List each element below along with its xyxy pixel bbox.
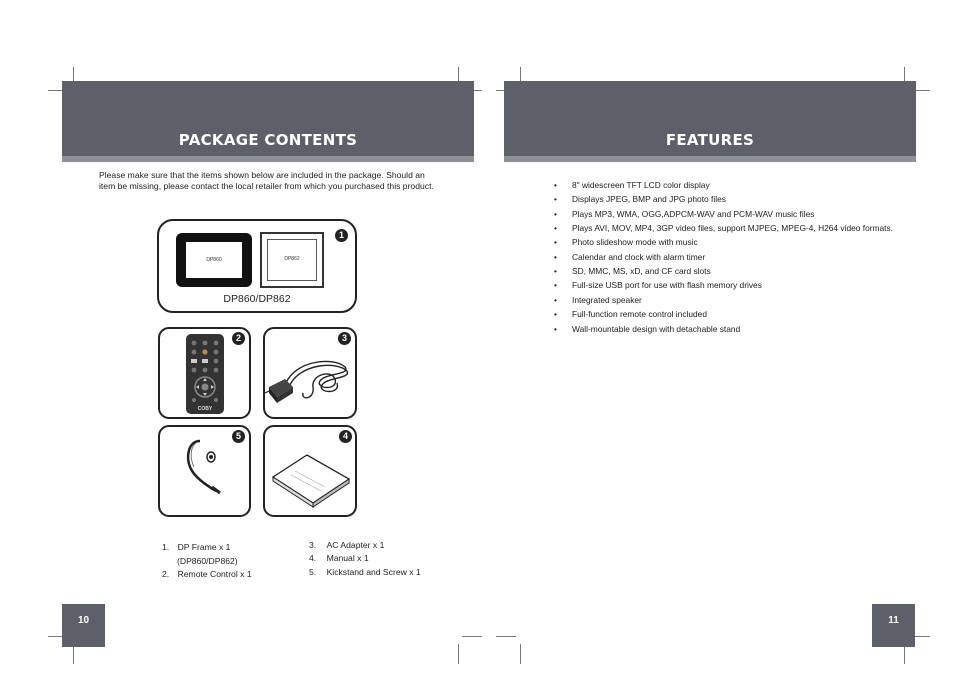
bullet-icon: • <box>554 309 557 319</box>
item-number: 3. <box>309 540 317 550</box>
item-box-kickstand <box>158 425 251 517</box>
page-title: FEATURES <box>665 131 755 149</box>
bullet-icon: • <box>554 252 557 262</box>
feature-text: Calendar and clock with alarm timer <box>572 252 706 262</box>
item-list-5 <box>309 567 421 577</box>
item-text: Remote Control x 1 <box>177 569 252 579</box>
feature-text: Wall-mountable design with detachable stand <box>572 324 741 334</box>
bullet-icon: • <box>554 237 557 247</box>
item-text: AC Adapter x 1 <box>326 540 385 550</box>
item-box-remote <box>158 327 251 419</box>
feature-text: 8" widescreen TFT LCD color display <box>572 180 710 190</box>
package-contents-banner <box>62 81 474 162</box>
item-number: 4. <box>309 553 317 563</box>
page-title: PACKAGE CONTENTS <box>178 131 358 149</box>
item-list-3 <box>309 540 384 550</box>
item-list-1 <box>162 542 230 552</box>
bullet-icon: • <box>554 324 557 334</box>
item-list-2 <box>162 569 252 579</box>
item-box-manual <box>263 425 357 517</box>
bullet-icon: • <box>554 194 557 204</box>
item-box-frames <box>157 219 357 313</box>
item-number: 2. <box>162 569 170 579</box>
feature-text: SD, MMC, MS, xD, and CF card slots <box>572 266 711 276</box>
banner-stripe <box>62 156 474 162</box>
page-number-left: 10 <box>62 604 105 647</box>
frame-dp860-label: DP860 <box>186 242 242 278</box>
features-banner <box>504 81 916 162</box>
badge-2: 2 <box>232 332 245 345</box>
feature-text: Displays JPEG, BMP and JPG photo files <box>572 194 726 204</box>
feature-text: Full-size USB port for use with flash memory drives <box>572 280 762 290</box>
feature-text: Plays MP3, WMA, OGG,ADPCM-WAV and PCM-WAV music files <box>572 209 815 219</box>
remote-brand: COBY <box>197 406 213 412</box>
item-list-4 <box>309 553 369 563</box>
page-number-right: 11 <box>872 604 915 647</box>
badge-1: 1 <box>335 229 348 242</box>
frame-dp862-label: DP862 <box>267 239 317 281</box>
item-text: Manual x 1 <box>326 553 369 563</box>
bullet-icon: • <box>554 209 557 219</box>
frame-dp862-image <box>260 232 324 288</box>
feature-text: Photo slideshow mode with music <box>572 237 698 247</box>
item-box-adapter <box>263 327 357 419</box>
model-caption: DP860/DP862 <box>223 293 291 305</box>
remote-control-image <box>186 334 224 414</box>
badge-3: 3 <box>338 332 351 345</box>
bullet-icon: • <box>554 180 557 190</box>
bullet-icon: • <box>554 223 557 233</box>
feature-text: Full-function remote control included <box>572 309 707 319</box>
item-number: 1. <box>162 542 170 552</box>
badge-4: 4 <box>339 430 352 443</box>
bullet-icon: • <box>554 266 557 276</box>
item-list-1-models: (DP860/DP862) <box>177 556 238 566</box>
bullet-icon: • <box>554 295 557 305</box>
item-text: Kickstand and Screw x 1 <box>326 567 421 577</box>
badge-5: 5 <box>232 430 245 443</box>
frame-dp860-image <box>176 233 252 287</box>
bullet-icon: • <box>554 280 557 290</box>
banner-stripe <box>504 156 916 162</box>
intro-paragraph: Please make sure that the items shown below are included in the package. Should an item be missing, please contact the local retailer from which you purchased this product. <box>99 170 434 191</box>
feature-text: Integrated speaker <box>572 295 642 305</box>
item-text: DP Frame x 1 <box>177 542 231 552</box>
feature-text: Plays AVI, MOV, MP4, 3GP video files, support MJPEG, MPEG-4, H264 video formats. <box>572 223 894 233</box>
item-number: 5. <box>309 567 317 577</box>
